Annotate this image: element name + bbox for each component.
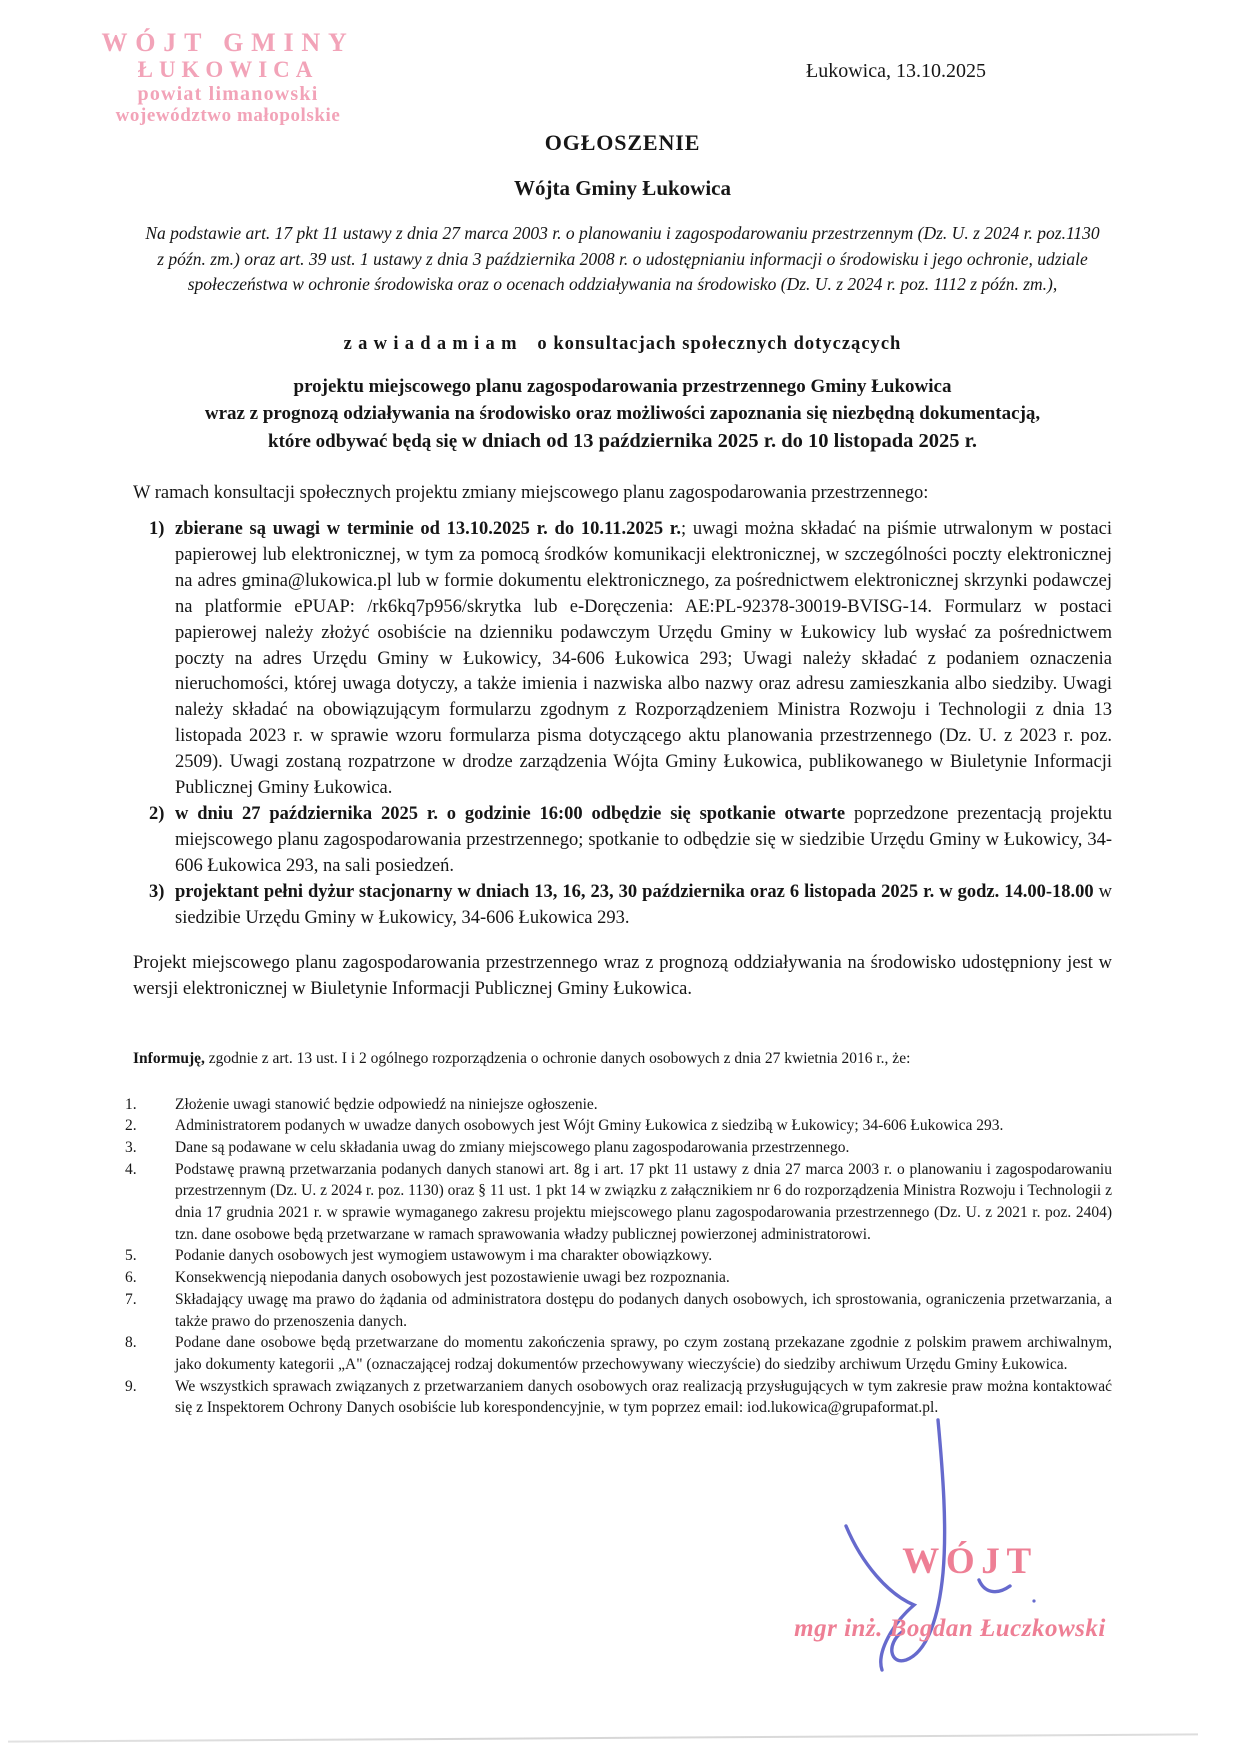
list-item	[133, 880, 1112, 932]
rodo-intro-bold: Informuję,	[133, 1049, 205, 1067]
rodo-item	[125, 1289, 1112, 1332]
subject-line-2: wraz z prognozą odziaływania na środowisko oraz możliwości zapoznania się niezbędną dokumentacją,	[204, 403, 1041, 424]
subject-line-1: projektu miejscowego planu zagospodarowania przestrzennego Gminy Łukowica	[293, 375, 952, 397]
rodo-item	[125, 1115, 1112, 1137]
list-item-bold-lead: projektant pełni dyżur stacjonarny w dniach 13, 16, 23, 30 października oraz 6 listopada 2025 r. w godz. 14.00-18.00	[175, 881, 1094, 902]
rodo-item	[125, 1245, 1112, 1267]
intro-paragraph: W ramach konsultacji społecznych projektu zmiany miejscowego planu zagospodarowania przestrzennego:	[133, 483, 929, 503]
rodo-item-number: 6.	[125, 1269, 137, 1287]
rodo-item	[125, 1137, 1112, 1159]
rodo-item-text: Złożenie uwagi stanowić będzie odpowiedź na niniejsze ogłoszenie.	[175, 1095, 598, 1113]
place-date-line: Łukowica, 13.10.2025	[806, 60, 986, 82]
consultation-points-list	[133, 517, 1112, 932]
rodo-item	[125, 1267, 1112, 1289]
rodo-intro-paragraph	[133, 1050, 1112, 1068]
rodo-item	[125, 1094, 1112, 1116]
stamp-line-authority: WÓJT GMINY	[101, 28, 355, 57]
stamp-line-county: powiat limanowski	[137, 82, 319, 105]
rodo-item	[125, 1159, 1112, 1246]
subject-line-3	[133, 428, 1112, 456]
stamp-line-voivodeship: województwo małopolskie	[115, 105, 341, 127]
list-item	[133, 517, 1112, 802]
list-item	[133, 802, 1112, 880]
list-item-text: ; uwagi można składać na piśmie utrwalonym w postaci papierowej lub elektronicznej, w tym za pomocą środków komunikacji elektronicznej, w szczególności poczty elektronicznej na adres gmina@lukowica.pl lub w formie dokumentu elektronicznego, za pośrednictwem elektronicznej skrzynki podawczej na platformie ePUAP: /rk6kq7p956/skrytka lub e-Doręczenia: AE:PL-92378-30019-BVISG-14. Formularz w postaci papierowej należy złożyć osobiście na dzienniku podawczym Urzędu Gminy w Łukowicy lub wysłać za pośrednictwem poczty na adres Urzędu Gminy w Łukowicy, 34-606 Łukowica 293; Uwagi należy składać z podaniem oznaczenia nieruchomości, której uwaga dotyczy, a także imienia i nazwiska albo nazwy oraz adresu zamieszkania albo siedziby. Uwagi należy składać na obowiązującym formularzu zgodnym z Rozporządzeniem Ministra Rozwoju i Technologii z dnia 13 listopada 2023 r. w sprawie wzoru formularza pisma dotyczącego aktu planowania przestrzennego (Dz. U. z 2023 r. poz. 2509). Uwagi zostaną rozpatrzone w drodze zarządzenia Wójta Gminy Łukowica, publikowanego w Biuletynie Informacji Publicznej Gminy Łukowica.	[175, 519, 1112, 799]
announcement-line	[133, 334, 1112, 355]
list-item-bold-lead: zbierane są uwagi w terminie od 13.10.2025 r. do 10.11.2025 r.	[175, 519, 681, 539]
rodo-item-number: 3.	[125, 1138, 137, 1156]
rodo-intro-text: zgodnie z art. 13 ust. I i 2 ogólnego rozporządzenia o ochronie danych osobowych z dnia 27 kwietnia 2016 r., że:	[204, 1049, 911, 1067]
rodo-item-text: Dane są podawane w celu składania uwag do zmiany miejscowego planu zagospodarowania przestrzennego.	[175, 1138, 850, 1156]
consultation-subject-block	[133, 373, 1112, 456]
document-subtitle: Wójta Gminy Łukowica	[513, 176, 731, 200]
legal-basis-paragraph: Na podstawie art. 17 pkt 11 ustawy z dnia 27 marca 2003 r. o planowaniu i zagospodarowaniu przestrzennym (Dz. U. z 2024 r. poz.1130 z późn. zm.) oraz art. 39 ust. 1 ustawy z dnia 3 października 2008 r. o udostępnianiu informacji o środowisku i jego ochronie, udziale społeczeństwa w ochronie środowiska oraz o ocenach oddziaływania na środowisko (Dz. U. z 2024 r. poz. 1112 z późn. zm.),	[145, 223, 1100, 294]
rodo-item-number: 2.	[125, 1117, 137, 1135]
rodo-item-text: Podstawę prawną przetwarzania podanych danych stanowi art. 8g i art. 17 pkt 11 ustawy z dnia 27 marca 2003 r. o planowaniu i zagospodarowaniu przestrzennym (Dz. U. z 2024 r. poz. 1130) oraz § 11 ust. 1 pkt 14 w związku z załącznikiem nr 6 do rozporządzenia Ministra Rozwoju i Technologii z dnia 17 grudnia 2021 r. w sprawie wymaganego zakresu projektu miejscowego planu zagospodarowania przestrzennego (Dz. U. z 2021 r. poz. 2404) tzn. dane osobowe będą przetwarzane w ramach sprawowania władzy publicznej powierzonej administratorowi.	[175, 1160, 1112, 1243]
rodo-clauses-list	[125, 1094, 1112, 1420]
signature-stamp-title: WÓJT	[902, 1541, 1038, 1582]
rodo-item-number: 9.	[125, 1377, 137, 1395]
office-header-stamp	[88, 28, 368, 127]
signature-stamp-name: mgr inż. Bogdan Łuczkowski	[794, 1615, 1106, 1642]
list-item-text: poprzedzone prezentacją projektu miejscowego planu zagospodarowania przestrzennego; spotkanie to odbędzie się w siedzibie Urzędu Gminy w Łukowicy, 34-606 Łukowica 293, na sali posiedzeń.	[175, 803, 1112, 876]
document-body	[125, 118, 1112, 1419]
subject-line-3-prefix: które odbywać będą się	[268, 430, 462, 452]
rodo-item-text: Konsekwencją niepodania danych osobowych jest pozostawienie uwagi bez rozpoznania.	[175, 1269, 730, 1287]
list-item-number: 3)	[149, 881, 165, 902]
rodo-item-number: 4.	[125, 1160, 137, 1178]
list-item-number: 1)	[149, 519, 165, 539]
rodo-item-text: We wszystkich sprawach związanych z przetwarzaniem danych osobowych oraz realizacją przysługujących w tym zakresie praw można kontaktować się z Inspektorem Ochrony Danych osobiście lub korespondencyjnie, w tym poprzez email: iod.lukowica@grupaformat.pl.	[175, 1377, 1112, 1417]
rodo-item-text: Podanie danych osobowych jest wymogiem ustawowym i ma charakter obowiązkowy.	[175, 1247, 713, 1265]
scan-artifact-line	[8, 1733, 1198, 1742]
list-item-number: 2)	[149, 803, 165, 824]
rodo-item-number: 1.	[125, 1095, 137, 1113]
rodo-item-number: 5.	[125, 1247, 137, 1265]
availability-paragraph: Projekt miejscowego planu zagospodarowania przestrzennego wraz z prognozą oddziaływania na środowisko udostępniony jest w wersji elektronicznej w Biuletynie Informacji Publicznej Gminy Łukowica.	[133, 952, 1112, 999]
rodo-item-text: Administratorem podanych w uwadze danych osobowych jest Wójt Gminy Łukowica z siedzibą w Łukowicy; 34-606 Łukowica 293.	[175, 1117, 1004, 1135]
list-item-text: w siedzibie Urzędu Gminy w Łukowicy, 34-606 Łukowica 293.	[175, 881, 1112, 928]
rodo-item	[125, 1332, 1112, 1375]
signature-ink-dot	[1032, 1599, 1035, 1602]
document-title: OGŁOSZENIE	[544, 130, 701, 155]
rodo-item-number: 7.	[125, 1290, 137, 1308]
subject-line-3-dates: w dniach od 13 października 2025 r. do 10 listopada 2025 r.	[461, 429, 977, 452]
list-item-bold-lead: w dniu 27 października 2025 r. o godzinie 16:00 odbędzie się spotkanie otwarte	[175, 803, 846, 824]
announcement-spaced-word: zawiadamiam	[343, 333, 523, 354]
stamp-line-municipality: ŁUKOWICA	[137, 57, 319, 83]
rodo-item-number: 8.	[125, 1334, 137, 1352]
announcement-rest: o konsultacjach społecznych dotyczących	[537, 333, 902, 354]
rodo-item-text: Składający uwagę ma prawo do żądania od administratora dostępu do podanych danych osobowych, ich sprostowania, ograniczenia przetwarzania, a także prawo do przenoszenia danych.	[175, 1290, 1112, 1330]
rodo-item-text: Podane dane osobowe będą przetwarzane do momentu zakończenia sprawy, po czym zostaną przekazane zgodnie z polskim prawem archiwalnym, jako dokumenty kategorii „A" (oznaczającej rodzaj dokumentów przechowywany wieczyście) do siedziby archiwum Urzędu Gminy Łukowica.	[175, 1334, 1112, 1373]
